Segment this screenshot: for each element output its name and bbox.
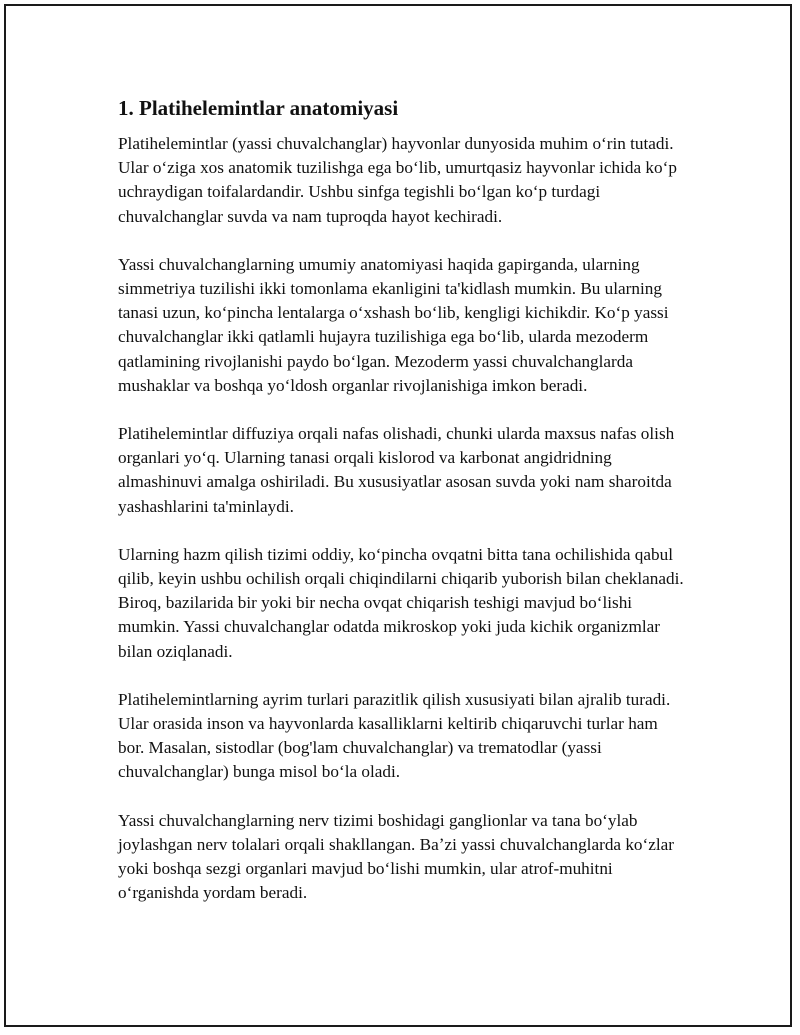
paragraph-respiration: Platihelemintlar diffuziya orqali nafas olishadi, chunki ularda maxsus nafas olish organlari yoʻq. Ularning tanasi orqali kislorod va karbonat angidridning almashinuvi amalga oshiriladi. Bu xususiyatlar asosan suvda yoki nam sharoitda yashashlarini ta'minlaydi. bbox=[118, 424, 675, 516]
document-body bbox=[118, 93, 684, 929]
section-heading: 1. Platihelemintlar anatomiyasi bbox=[118, 96, 399, 120]
paragraph-digestion: Ularning hazm qilish tizimi oddiy, koʻpincha ovqatni bitta tana ochilishida qabul qilib, keyin ushbu ochilish orqali chiqindilarni chiqarib yuborish bilan cheklanadi. Biroq, bazilarida bir yoki bir necha ovqat chiqarish teshigi mavjud boʻlishi mumkin. Yassi chuvalchanglar odatda mikroskop yoki juda kichik organizmlar bilan oziqlanadi. bbox=[118, 544, 684, 661]
paragraph-parasitism: Platihelemintlarning ayrim turlari parazitlik qilish xususiyati bilan ajralib turadi. Ular orasida inson va hayvonlarda kasalliklarni keltirib chiqaruvchi turlar ham bor. Masalan, sistodlar (bog'lam chuvalchanglar) va trematodlar (yassi chuvalchanglar) bunga misol boʻla oladi. bbox=[118, 689, 671, 782]
paragraph-nervous-system: Yassi chuvalchanglarning nerv tizimi boshidagi ganglionlar va tana boʻylab joylashgan nerv tolalari orqali shakllangan. Baʼzi yassi chuvalchanglarda koʻzlar yoki boshqa sezgi organlari mavjud boʻlishi mumkin, ular atrof-muhitni oʻrganishda yordam beradi. bbox=[118, 810, 675, 903]
paragraph-intro: Platihelemintlar (yassi chuvalchanglar) hayvonlar dunyosida muhim oʻrin tutadi. Ular oʻziga xos anatomik tuzilishga ega boʻlib, umurtqasiz hayvonlar ichida koʻp uchraydigan toifalardandir. Ushbu sinfga tegishli boʻlgan koʻp turdagi chuvalchanglar suvda va nam tuproqda hayot kechiradi. bbox=[118, 134, 677, 226]
paragraph-symmetry: Yassi chuvalchanglarning umumiy anatomiyasi haqida gapirganda, ularning simmetriya tuzilishi ikki tomonlama ekanligini ta'kidlash mumkin. Bu ularning tanasi uzun, koʻpincha lentalarga oʻxshash boʻlib, kengligi kichikdir. Koʻp yassi chuvalchanglar ikki qatlamli hujayra tuzilishiga ega boʻlib, ularda mezoderm qatlamining rivojlanishi paydo boʻlgan. Mezoderm yassi chuvalchanglarda mushaklar va boshqa yoʻldosh organlar rivojlanishiga imkon beradi. bbox=[118, 254, 669, 395]
